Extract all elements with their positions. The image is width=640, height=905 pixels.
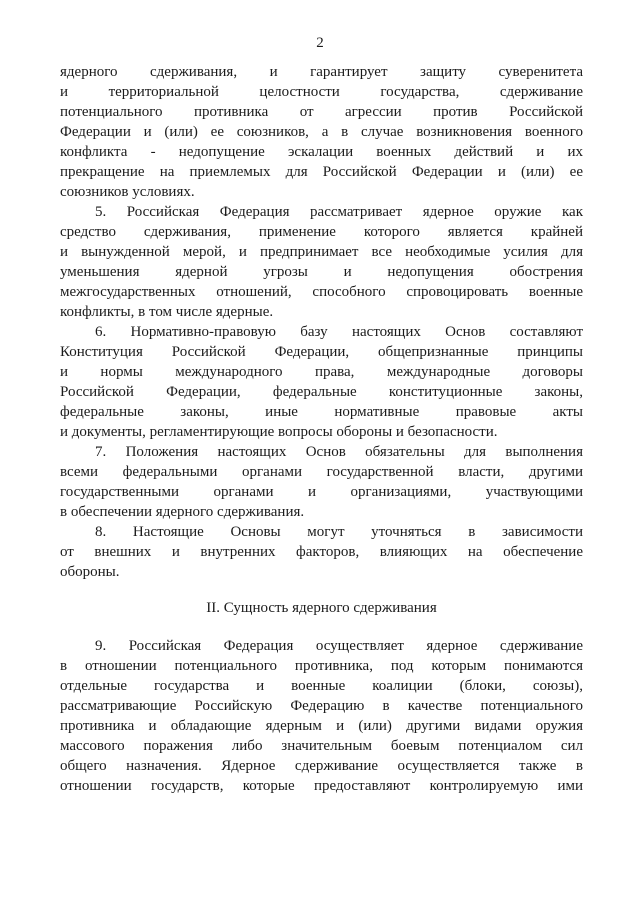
paragraph-line: противника и обладающие ядерным и (или) другими видами оружия	[60, 718, 583, 734]
paragraph-line: 5. Российская Федерация рассматривает ядерное оружие как	[95, 204, 583, 220]
paragraph-line: рассматривающие Российскую Федерацию в качестве потенциального	[60, 698, 583, 714]
paragraph-line: отношении государств, которые предоставляют контролируемую ими	[60, 778, 583, 794]
paragraph-line: от внешних и внутренних факторов, влияющих на обеспечение	[60, 544, 583, 560]
paragraph-line: Российской Федерации, федеральные конституционные законы,	[60, 384, 583, 400]
paragraph-line: 8. Настоящие Основы могут уточняться в зависимости	[95, 524, 583, 540]
paragraph-line: 9. Российская Федерация осуществляет ядерное сдерживание	[95, 638, 583, 654]
paragraph-line: средство сдерживания, применение которого является крайней	[60, 224, 583, 240]
paragraph-line: и территориальной целостности государства, сдерживание	[60, 84, 583, 100]
paragraph-line: ядерного сдерживания, и гарантирует защиту суверенитета	[60, 64, 583, 80]
paragraph-line: и нормы международного права, международные договоры	[60, 364, 583, 380]
paragraph-line: общего назначения. Ядерное сдерживание осуществляется также в	[60, 758, 583, 774]
paragraph-line: обороны.	[60, 564, 120, 580]
paragraph-line: 6. Нормативно-правовую базу настоящих Основ составляют	[95, 324, 583, 340]
paragraph-line: государственными органами и организациями, участвующими	[60, 484, 583, 500]
paragraph	[60, 636, 583, 796]
paragraph-line: в отношении потенциального противника, под которым понимаются	[60, 658, 583, 674]
paragraph-line: уменьшения ядерной угрозы и недопущения обострения	[60, 264, 583, 280]
paragraph-line: массового поражения либо значительным боевым потенциалом сил	[60, 738, 583, 754]
document-body	[60, 62, 583, 796]
paragraph-line: потенциального противника от агрессии против Российской	[60, 104, 583, 120]
paragraph-line: 7. Положения настоящих Основ обязательны для выполнения	[95, 444, 583, 460]
paragraph-line: конфликты, в том числе ядерные.	[60, 304, 274, 320]
paragraph	[60, 322, 583, 442]
paragraph-line: и вынужденной мерой, и предпринимает все необходимые усилия для	[60, 244, 583, 260]
paragraph-line: федеральные законы, иные нормативные правовые акты	[60, 404, 583, 420]
paragraph-line: конфликта - недопущение эскалации военных действий и их	[60, 144, 583, 160]
paragraph-line: всеми федеральными органами государственной власти, другими	[60, 464, 583, 480]
paragraph-line: межгосударственных отношений, способного спровоцировать военные	[60, 284, 583, 300]
paragraph	[60, 62, 583, 202]
paragraph-line: прекращение на приемлемых для Российской Федерации и (или) ее	[60, 164, 583, 180]
page-number: 2	[316, 35, 324, 51]
paragraph-line: Федерации и (или) ее союзников, а в случае возникновения военного	[60, 124, 583, 140]
paragraph-line: в обеспечении ядерного сдерживания.	[60, 504, 305, 520]
paragraph	[60, 522, 583, 582]
paragraph-line: Конституция Российской Федерации, общепризнанные принципы	[60, 344, 583, 360]
paragraph-line: отдельные государства и военные коалиции (блоки, союзы),	[60, 678, 583, 694]
paragraph	[60, 202, 583, 322]
section-heading: II. Сущность ядерного сдерживания	[206, 600, 437, 616]
paragraph	[60, 442, 583, 522]
paragraph-line: союзников условиях.	[60, 184, 195, 200]
paragraph-line: и документы, регламентирующие вопросы обороны и безопасности.	[60, 424, 498, 440]
